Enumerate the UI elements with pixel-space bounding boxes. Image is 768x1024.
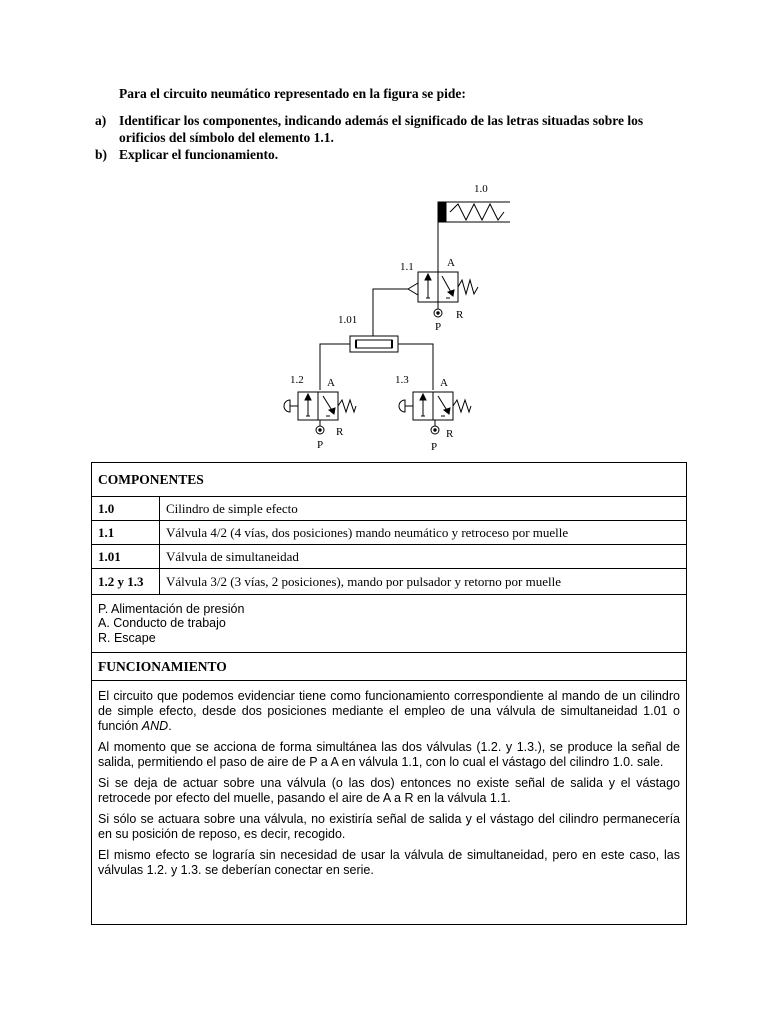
component-code: 1.2 y 1.3: [92, 569, 160, 595]
label-port-p-1-2: P: [317, 439, 324, 451]
paragraph: Al momento que se acciona de forma simultánea las dos válvulas (1.2. y 1.3.), se produce la señal de salida, permitiendo el paso de aire de P a A en válvula 1.1, con lo cual el vástago del cilindro 1.0. sale.: [98, 740, 680, 769]
label-port-p-1-3: P: [431, 441, 438, 453]
cylinder-1-0: [438, 202, 510, 222]
question-item-b-marker: b): [95, 147, 108, 162]
line-to-valve-1-2: [320, 344, 350, 390]
label-port-p-1-1: P: [435, 321, 442, 333]
label-port-r-1-3: R: [446, 428, 454, 440]
funcionamiento-body: [92, 681, 687, 925]
question-item-b-text: Explicar el funcionamiento.: [119, 147, 279, 162]
funcionamiento-title: FUNCIONAMIENTO: [92, 653, 687, 681]
table-row: [92, 545, 687, 569]
paragraph: El circuito que podemos evidenciar tiene como funcionamiento correspondiente al mando de un cilindro de simple efecto, desde dos posiciones mediante el empleo de una válvula de simultaneidad 1.01 o función AND.: [98, 689, 680, 733]
legend-item: R. Escape: [98, 630, 156, 645]
question-item-a-marker: a): [95, 113, 107, 128]
question-item-b: [95, 146, 695, 164]
valve-1-3: [399, 392, 471, 434]
table-row: [92, 497, 687, 521]
valve-1-2: [284, 392, 356, 434]
legend-item: P. Alimentación de presión: [98, 601, 245, 616]
ports-legend: [92, 595, 687, 653]
component-desc: Cilindro de simple efecto: [160, 497, 687, 521]
label-valve-1-2: 1.2: [290, 374, 304, 386]
label-valve-1-01: 1.01: [338, 314, 358, 326]
shuttle-valve-1-01: [350, 336, 398, 352]
label-port-r-1-1: R: [456, 309, 464, 321]
question-item-a: [95, 112, 695, 148]
table-row: [92, 521, 687, 545]
line-pilot-signal: [373, 289, 408, 336]
question-item-a-text: Identificar los componentes, indicando además el significado de las letras situadas sobre los orificios del símbolo del elemento 1.1.: [119, 113, 644, 145]
label-port-a-1-2: A: [327, 377, 335, 389]
component-code: 1.1: [92, 521, 160, 545]
pneumatic-circuit-diagram: [270, 172, 510, 458]
components-table: [91, 462, 687, 925]
legend-item: A. Conducto de trabajo: [98, 616, 226, 631]
question-intro: Para el circuito neumático representado en la figura se pide:: [119, 86, 466, 101]
valve-1-1: [408, 272, 478, 317]
component-desc: Válvula de simultaneidad: [160, 545, 687, 569]
componentes-title: COMPONENTES: [92, 463, 687, 497]
paragraph: Si se deja de actuar sobre una válvula (o las dos) entonces no existe señal de salida y el vástago retrocede por efecto del muelle, pasando el aire de A a R en la válvula 1.1.: [98, 776, 680, 805]
label-port-a-1-1: A: [447, 257, 455, 269]
component-desc: Válvula 4/2 (4 vías, dos posiciones) mando neumático y retroceso por muelle: [160, 521, 687, 545]
component-code: 1.01: [92, 545, 160, 569]
label-valve-1-1: 1.1: [400, 261, 414, 273]
label-port-a-1-3: A: [440, 377, 448, 389]
label-cylinder: 1.0: [474, 183, 488, 195]
component-desc: Válvula 3/2 (3 vías, 2 posiciones), mando por pulsador y retorno por muelle: [160, 569, 687, 595]
label-valve-1-3: 1.3: [395, 374, 409, 386]
table-row: [92, 569, 687, 595]
paragraph: Si sólo se actuara sobre una válvula, no existiría señal de salida y el vástago del cilindro permanecería en su posición de reposo, es decir, recogido.: [98, 812, 680, 841]
component-code: 1.0: [92, 497, 160, 521]
paragraph: El mismo efecto se lograría sin necesidad de usar la válvula de simultaneidad, pero en este caso, las válvulas 1.2. y 1.3. se deberían conectar en serie.: [98, 848, 680, 877]
label-port-r-1-2: R: [336, 426, 344, 438]
